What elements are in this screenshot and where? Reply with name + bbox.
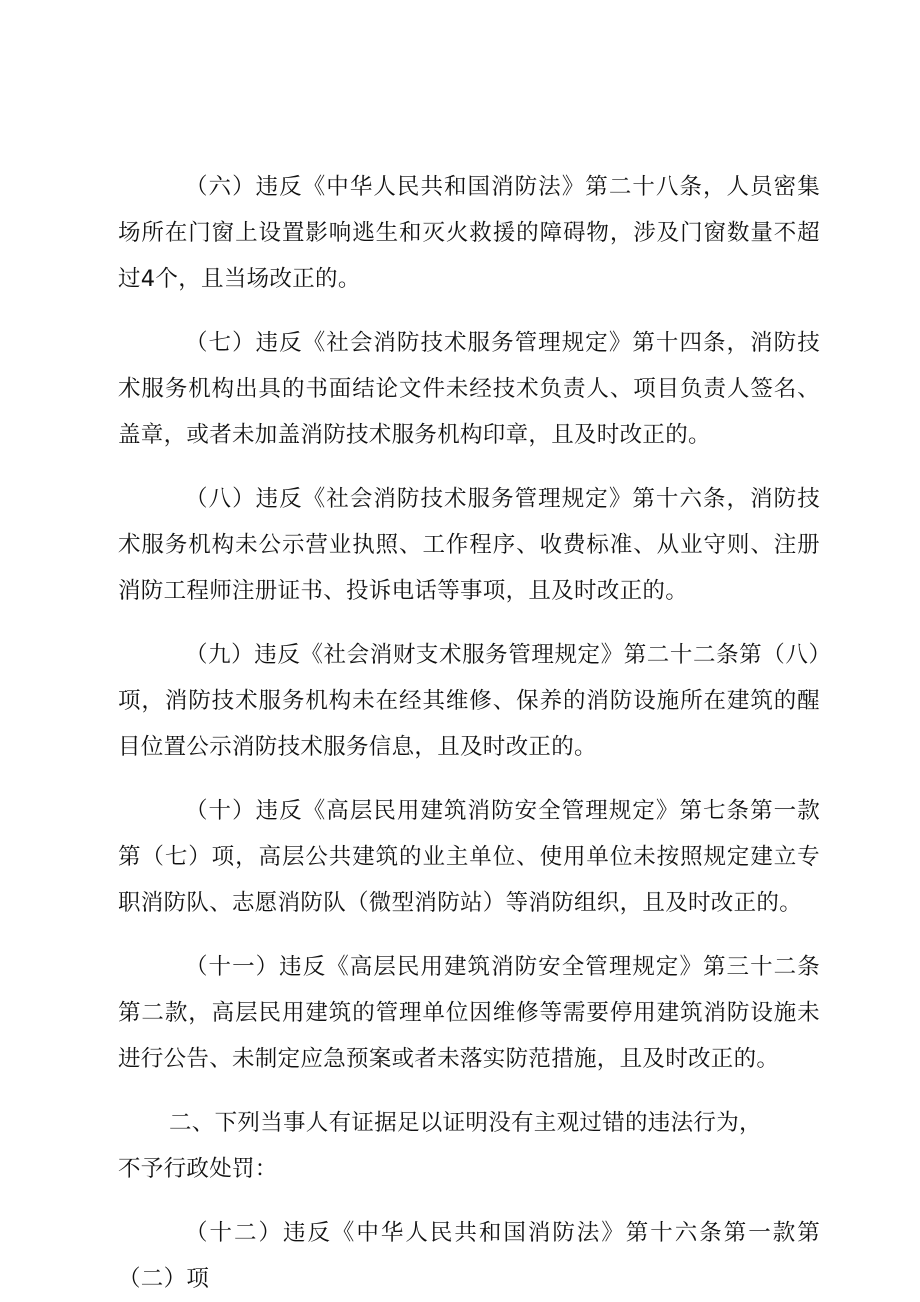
section-heading-continuation: 不予行政处罚： [118,1156,278,1182]
paragraph-7: （七）违反《社会消防技术服务管理规定》第十四条，消防技术服务机构出具的书面结论文件未经技术负责人、项目负责人签名、盖章，或者未加盖消防技术服务机构印章，且及时改正的。 [118,330,820,448]
section-heading: 二、下列当事人有证据足以证明没有主观过错的违法行为， [169,1110,762,1136]
paragraph-8: （八）违反《社会消防技术服务管理规定》第十六条，消防技术服务机构未公示营业执照、工作程序、收费标准、从业守则、注册消防工程师注册证书、投诉电话等事项，且及时改正的。 [118,486,820,604]
paragraph-9: （九）违反《社会消财支术服务管理规定》第二十二条第（八）项，消防技术服务机构未在经其维修、保养的消防设施所在建筑的醒目位置公示消防技术服务信息，且及时改正的。 [118,642,820,760]
document-body [118,164,820,1302]
paragraph-11: （十一）违反《高层民用建筑消防安全管理规定》第三十二条第二款，高层民用建筑的管理单位因维修等需要停用建筑消防设施未进行公告、未制定应急预案或者未落实防范措施，且及时改正的。 [118,954,820,1072]
paragraph-10: （十）违反《高层民用建筑消防安全管理规定》第七条第一款第（七）项，高层公共建筑的业主单位、使用单位未按照规定建立专职消防队、志愿消防队（微型消防站）等消防组织，且及时改正的。 [118,798,820,916]
paragraph-12: （十二）违反《中华人民共和国消防法》第十六条第一款第（二）项 [118,1220,820,1292]
paragraph-6: （六）违反《中华人民共和国消防法》第二十八条，人员密集场所在门窗上设置影响逃生和灭火救援的障碍物，涉及门窗数量不超过4个，且当场改正的。 [118,174,820,292]
